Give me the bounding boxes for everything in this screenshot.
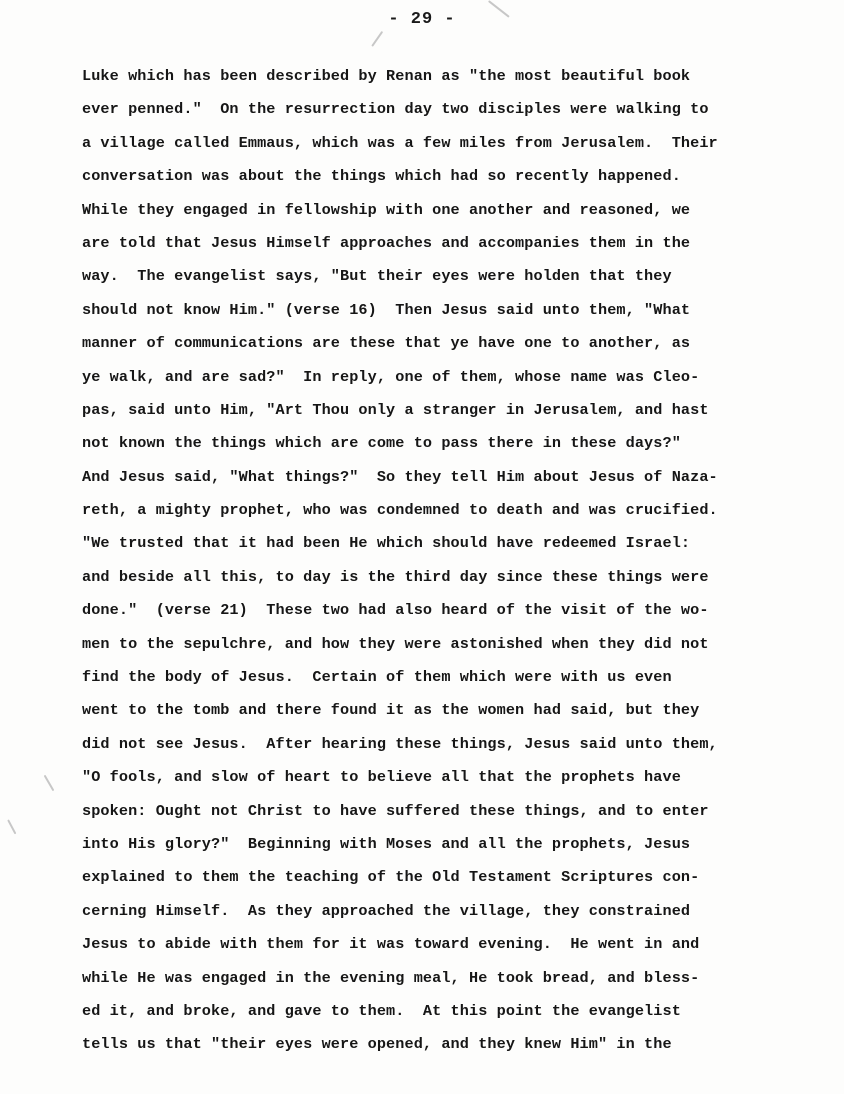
text-line: while He was engaged in the evening meal, He took bread, and bless- (82, 968, 700, 987)
text-line: not known the things which are come to pass there in these days?" (82, 434, 681, 453)
text-line: should not know Him." (verse 16) Then Jesus said unto them, "What (82, 300, 691, 319)
text-line: manner of communications are these that ye have one to another, as (82, 334, 691, 353)
margin-mark (44, 775, 55, 792)
text-line: "O fools, and slow of heart to believe all that the prophets have (82, 768, 681, 787)
text-line: way. The evangelist says, "But their eyes were holden that they (82, 267, 672, 286)
text-line: ever penned." On the resurrection day two disciples were walking to (82, 100, 709, 119)
text-line: cerning Himself. As they approached the village, they constrained (82, 901, 691, 920)
text-line: a village called Emmaus, which was a few miles from Jerusalem. Their (82, 133, 718, 152)
text-line: conversation was about the things which had so recently happened. (82, 167, 681, 186)
body-text (82, 60, 782, 1062)
text-line: ed it, and broke, and gave to them. At this point the evangelist (82, 1001, 681, 1020)
text-line: pas, said unto Him, "Art Thou only a stranger in Jerusalem, and hast (82, 400, 709, 419)
text-line: men to the sepulchre, and how they were astonished when they did not (82, 634, 709, 653)
text-line: ye walk, and are sad?" In reply, one of them, whose name was Cleo- (82, 367, 700, 386)
text-line: and beside all this, to day is the third day since these things were (82, 567, 709, 586)
margin-mark (8, 819, 17, 834)
text-line: Luke which has been described by Renan as "the most beautiful book (82, 67, 691, 85)
text-line: reth, a mighty prophet, who was condemned to death and was crucified. (82, 501, 718, 520)
text-line: done." (verse 21) These two had also heard of the visit of the wo- (82, 601, 709, 620)
text-line: explained to them the teaching of the Old Testament Scriptures con- (82, 868, 700, 887)
text-line: are told that Jesus Himself approaches and accompanies them in the (82, 233, 691, 252)
text-line: did not see Jesus. After hearing these things, Jesus said unto them, (82, 734, 718, 753)
text-line: tells us that "their eyes were opened, and they knew Him" in the (82, 1035, 672, 1054)
text-line: into His glory?" Beginning with Moses and all the prophets, Jesus (82, 834, 691, 853)
text-line: spoken: Ought not Christ to have suffered these things, and to enter (82, 801, 709, 820)
text-line: Jesus to abide with them for it was toward evening. He went in and (82, 935, 700, 954)
text-line: "We trusted that it had been He which should have redeemed Israel: (82, 534, 691, 553)
pencil-mark (371, 31, 383, 47)
page-number: - 29 - (388, 10, 456, 29)
text-line: While they engaged in fellowship with one another and reasoned, we (82, 200, 691, 219)
text-line: went to the tomb and there found it as the women had said, but they (82, 701, 700, 720)
text-line: find the body of Jesus. Certain of them which were with us even (82, 668, 672, 687)
text-line: And Jesus said, "What things?" So they tell Him about Jesus of Naza- (82, 467, 718, 486)
